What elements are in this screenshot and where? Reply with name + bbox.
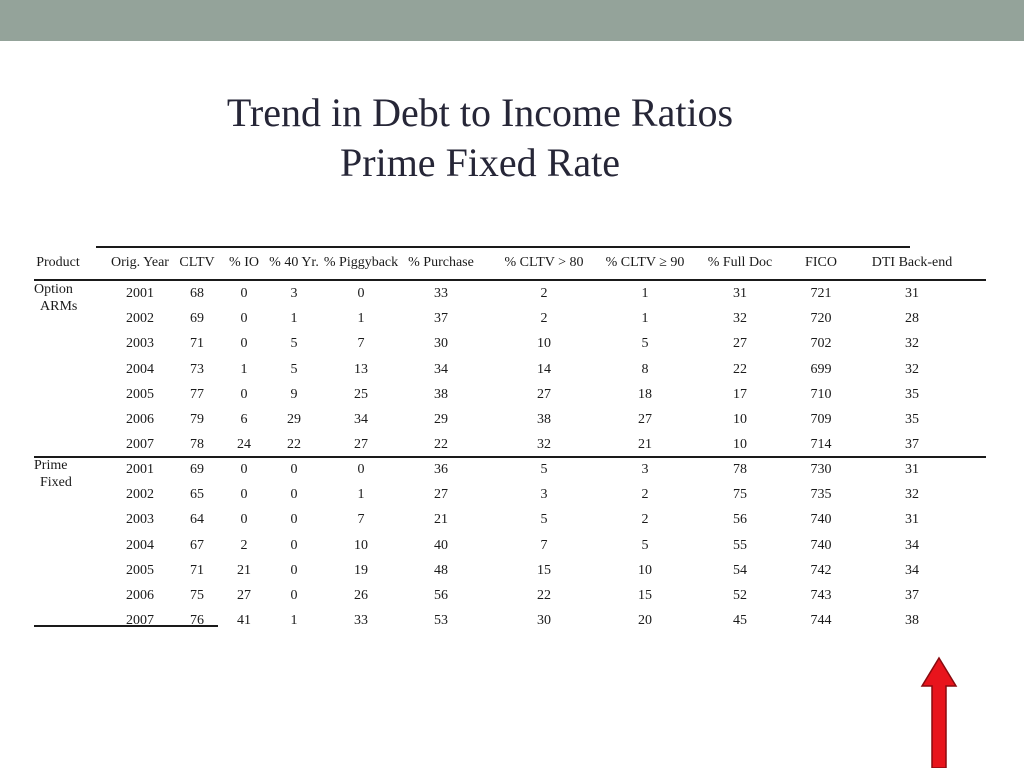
table-cell-pct-io: 6	[240, 412, 248, 427]
table-cell-orig-year: 2006	[126, 412, 154, 427]
table-cell-pct-40yr: 22	[287, 437, 301, 453]
table-cell-pct-purchase: 33	[434, 286, 448, 301]
arrow-shape	[922, 658, 956, 768]
table-cell-pct-full-doc: 32	[733, 311, 747, 327]
table-cell-pct-full-doc: 75	[733, 487, 747, 503]
header-dti-back-end: DTI Back-end	[871, 255, 953, 270]
table-cell-cltv: 79	[190, 412, 204, 427]
table-cell-pct-full-doc: 55	[733, 537, 747, 553]
table-cell-dti-back-end: 35	[905, 412, 919, 427]
table-cell-orig-year: 2007	[126, 613, 154, 629]
table-cell-fico: 744	[810, 613, 832, 629]
table-cell-pct-cltv-gt-80: 30	[537, 613, 551, 629]
table-cell-cltv: 71	[190, 562, 204, 578]
table-cell-cltv: 68	[190, 286, 204, 301]
slide-title	[0, 88, 960, 188]
table-cell-pct-purchase: 48	[434, 562, 448, 578]
table-cell-pct-cltv-ge-90: 2	[641, 512, 649, 528]
product-label-line: ARMs	[40, 299, 78, 314]
table-cell-orig-year: 2007	[126, 437, 154, 453]
table-cell-fico: 709	[810, 412, 832, 427]
table-cell-pct-cltv-ge-90: 20	[638, 613, 652, 629]
table-cell-pct-full-doc: 22	[733, 361, 747, 377]
table-cell-pct-40yr: 0	[290, 512, 298, 528]
table-cell-orig-year: 2003	[126, 336, 154, 352]
table-cell-pct-cltv-ge-90: 18	[638, 386, 652, 402]
table-cell-pct-piggyback: 27	[354, 437, 368, 453]
header-cltv: CLTV	[179, 255, 215, 270]
header-pct-cltv-gt-80: % CLTV > 80	[504, 255, 584, 270]
table-cell-fico: 735	[810, 487, 832, 503]
table-cell-fico: 743	[810, 588, 832, 603]
table-cell-pct-io: 0	[240, 311, 248, 327]
table-cell-cltv: 73	[190, 361, 204, 377]
table-cell-pct-io: 0	[240, 336, 248, 352]
table-cell-orig-year: 2003	[126, 512, 154, 528]
table-cell-pct-full-doc: 10	[733, 412, 747, 427]
table-cell-pct-cltv-gt-80: 7	[540, 537, 548, 553]
table-cell-fico: 702	[810, 336, 832, 352]
table-cell-dti-back-end: 31	[905, 512, 919, 528]
table-cell-cltv: 77	[190, 386, 204, 402]
table-cell-orig-year: 2006	[126, 588, 154, 603]
table-cell-pct-cltv-gt-80: 3	[540, 487, 548, 503]
table-cell-pct-io: 27	[237, 588, 251, 603]
table-cell-fico: 730	[810, 462, 832, 477]
table-cell-orig-year: 2001	[126, 286, 154, 301]
table-cell-pct-purchase: 29	[434, 412, 448, 427]
table-cell-pct-cltv-gt-80: 15	[537, 562, 551, 578]
table-cell-pct-purchase: 37	[434, 311, 448, 327]
table-cell-dti-back-end: 32	[905, 336, 919, 352]
header-pct-cltv-ge-90: % CLTV ≥ 90	[605, 255, 685, 270]
table-cell-pct-40yr: 3	[290, 286, 298, 301]
table-cell-pct-40yr: 29	[287, 412, 301, 427]
table-cell-pct-full-doc: 10	[733, 437, 747, 453]
table-cell-pct-piggyback: 0	[357, 462, 365, 477]
product-label-line: Prime	[34, 458, 68, 473]
header-orig-year: Orig. Year	[111, 255, 169, 270]
table-cell-pct-purchase: 53	[434, 613, 448, 629]
table-cell-pct-cltv-ge-90: 1	[641, 286, 649, 301]
header-product: Product	[36, 255, 80, 270]
header-pct-piggyback: % Piggyback	[323, 255, 399, 270]
table-cell-pct-purchase: 30	[434, 336, 448, 352]
table-cell-dti-back-end: 31	[905, 462, 919, 477]
table-cell-cltv: 64	[190, 512, 204, 528]
table-cell-pct-40yr: 0	[290, 487, 298, 503]
table-cell-pct-40yr: 0	[290, 537, 298, 553]
table-cell-pct-purchase: 21	[434, 512, 448, 528]
product-label	[34, 457, 72, 491]
header-fico: FICO	[805, 255, 837, 270]
table-cell-pct-piggyback: 34	[354, 412, 368, 427]
table-cell-cltv: 78	[190, 437, 204, 453]
table-cell-pct-piggyback: 13	[354, 361, 368, 377]
table-cell-pct-cltv-ge-90: 15	[638, 588, 652, 603]
table-cell-pct-purchase: 34	[434, 361, 448, 377]
table-cell-fico: 740	[810, 537, 832, 553]
table-cell-fico: 714	[810, 437, 832, 453]
table-cell-pct-40yr: 0	[290, 462, 298, 477]
top-banner	[0, 0, 1024, 41]
table-cell-pct-io: 0	[240, 386, 248, 402]
table-cell-pct-full-doc: 54	[733, 562, 747, 578]
table-cell-dti-back-end: 34	[905, 562, 919, 578]
table-cell-cltv: 75	[190, 588, 204, 603]
table-cell-pct-cltv-ge-90: 2	[641, 487, 649, 503]
table-cell-orig-year: 2005	[126, 562, 154, 578]
table-cell-orig-year: 2005	[126, 386, 154, 402]
header-pct-io: % IO	[229, 255, 259, 270]
table-cell-dti-back-end: 28	[905, 311, 919, 327]
table-cell-pct-cltv-gt-80: 22	[537, 588, 551, 603]
table-cell-pct-cltv-gt-80: 2	[540, 286, 548, 301]
table-cell-pct-piggyback: 1	[357, 487, 365, 503]
header-pct-full-doc: % Full Doc	[707, 255, 773, 270]
table-cell-orig-year: 2004	[126, 537, 154, 553]
table-cell-dti-back-end: 32	[905, 361, 919, 377]
table-cell-orig-year: 2001	[126, 462, 154, 477]
table-cell-pct-cltv-ge-90: 1	[641, 311, 649, 327]
table-cell-cltv: 67	[190, 537, 204, 553]
table-cell-pct-cltv-gt-80: 5	[540, 512, 548, 528]
table-cell-cltv: 71	[190, 336, 204, 352]
header-pct-purchase: % Purchase	[408, 255, 474, 270]
table-cell-pct-piggyback: 7	[357, 336, 365, 352]
table-cell-pct-io: 1	[240, 361, 248, 377]
table-cell-pct-piggyback: 10	[354, 537, 368, 553]
table-cell-dti-back-end: 31	[905, 286, 919, 301]
table-cell-pct-cltv-gt-80: 10	[537, 336, 551, 352]
table-cell-pct-purchase: 22	[434, 437, 448, 453]
title-line-2: Prime Fixed Rate	[340, 140, 620, 185]
table-cell-pct-40yr: 5	[290, 361, 298, 377]
table-cell-pct-40yr: 9	[290, 386, 298, 402]
dti-table	[34, 244, 994, 634]
table-cell-pct-cltv-gt-80: 38	[537, 412, 551, 427]
table-cell-pct-io: 0	[240, 512, 248, 528]
table-cell-pct-io: 0	[240, 487, 248, 503]
table-cell-cltv: 76	[190, 613, 204, 629]
table-cell-cltv: 65	[190, 487, 204, 503]
table-cell-cltv: 69	[190, 462, 204, 477]
table-header-rule	[34, 279, 986, 281]
table-cell-pct-piggyback: 19	[354, 562, 368, 578]
table-cell-pct-cltv-ge-90: 3	[641, 462, 649, 477]
table-cell-pct-io: 41	[237, 613, 251, 629]
table-cell-pct-purchase: 38	[434, 386, 448, 402]
table-cell-pct-purchase: 27	[434, 487, 448, 503]
table-cell-fico: 721	[810, 286, 832, 301]
table-cell-pct-io: 24	[237, 437, 251, 453]
table-cell-fico: 699	[810, 361, 832, 377]
table-cell-pct-40yr: 0	[290, 588, 298, 603]
table-cell-pct-cltv-ge-90: 10	[638, 562, 652, 578]
table-cell-pct-piggyback: 0	[357, 286, 365, 301]
table-cell-pct-cltv-ge-90: 5	[641, 537, 649, 553]
table-cell-pct-purchase: 40	[434, 537, 448, 553]
table-cell-dti-back-end: 35	[905, 386, 919, 402]
table-cell-fico: 742	[810, 562, 832, 578]
red-up-arrow-icon	[920, 656, 958, 768]
table-cell-fico: 710	[810, 386, 832, 402]
table-cell-pct-piggyback: 7	[357, 512, 365, 528]
table-cell-pct-full-doc: 56	[733, 512, 747, 528]
table-cell-orig-year: 2002	[126, 487, 154, 503]
table-cell-pct-full-doc: 17	[733, 386, 747, 402]
table-cell-dti-back-end: 38	[905, 613, 919, 629]
product-label	[34, 281, 77, 315]
table-cell-fico: 720	[810, 311, 832, 327]
table-cell-fico: 740	[810, 512, 832, 528]
table-cell-pct-io: 0	[240, 286, 248, 301]
table-cell-pct-40yr: 5	[290, 336, 298, 352]
table-cell-pct-piggyback: 33	[354, 613, 368, 629]
table-top-rule	[96, 246, 910, 248]
table-cell-pct-40yr: 1	[290, 613, 298, 629]
table-cell-pct-purchase: 56	[434, 588, 448, 603]
table-cell-pct-purchase: 36	[434, 462, 448, 477]
table-cell-orig-year: 2004	[126, 361, 154, 377]
table-cell-pct-40yr: 0	[290, 562, 298, 578]
table-cell-pct-cltv-gt-80: 32	[537, 437, 551, 453]
table-cell-pct-io: 21	[237, 562, 251, 578]
header-pct-40yr: % 40 Yr.	[269, 255, 319, 270]
table-cell-pct-cltv-gt-80: 27	[537, 386, 551, 402]
table-cell-pct-piggyback: 25	[354, 386, 368, 402]
table-cell-pct-cltv-gt-80: 5	[540, 462, 548, 477]
table-cell-dti-back-end: 37	[905, 588, 919, 603]
table-cell-pct-cltv-gt-80: 2	[540, 311, 548, 327]
product-label-line: Fixed	[40, 475, 72, 490]
table-cell-pct-cltv-ge-90: 21	[638, 437, 652, 453]
table-cell-pct-cltv-gt-80: 14	[537, 361, 551, 377]
table-cell-cltv: 69	[190, 311, 204, 327]
product-label-line: Option	[34, 282, 73, 297]
table-group-rule	[34, 456, 986, 458]
table-cell-pct-cltv-ge-90: 8	[641, 361, 649, 377]
table-cell-pct-piggyback: 1	[357, 311, 365, 327]
table-cell-dti-back-end: 37	[905, 437, 919, 453]
table-cell-pct-full-doc: 31	[733, 286, 747, 301]
table-cell-pct-io: 2	[240, 537, 248, 553]
table-cell-pct-piggyback: 26	[354, 588, 368, 603]
table-cell-pct-full-doc: 78	[733, 462, 747, 477]
table-cell-pct-cltv-ge-90: 5	[641, 336, 649, 352]
table-cell-orig-year: 2002	[126, 311, 154, 327]
table-cell-dti-back-end: 32	[905, 487, 919, 503]
table-cell-dti-back-end: 34	[905, 537, 919, 553]
table-cell-pct-io: 0	[240, 462, 248, 477]
table-cell-pct-40yr: 1	[290, 311, 298, 327]
title-line-1: Trend in Debt to Income Ratios	[226, 90, 734, 135]
table-cell-pct-full-doc: 27	[733, 336, 747, 352]
table-cell-pct-full-doc: 52	[733, 588, 747, 603]
table-cell-pct-full-doc: 45	[733, 613, 747, 629]
table-cell-pct-cltv-ge-90: 27	[638, 412, 652, 427]
